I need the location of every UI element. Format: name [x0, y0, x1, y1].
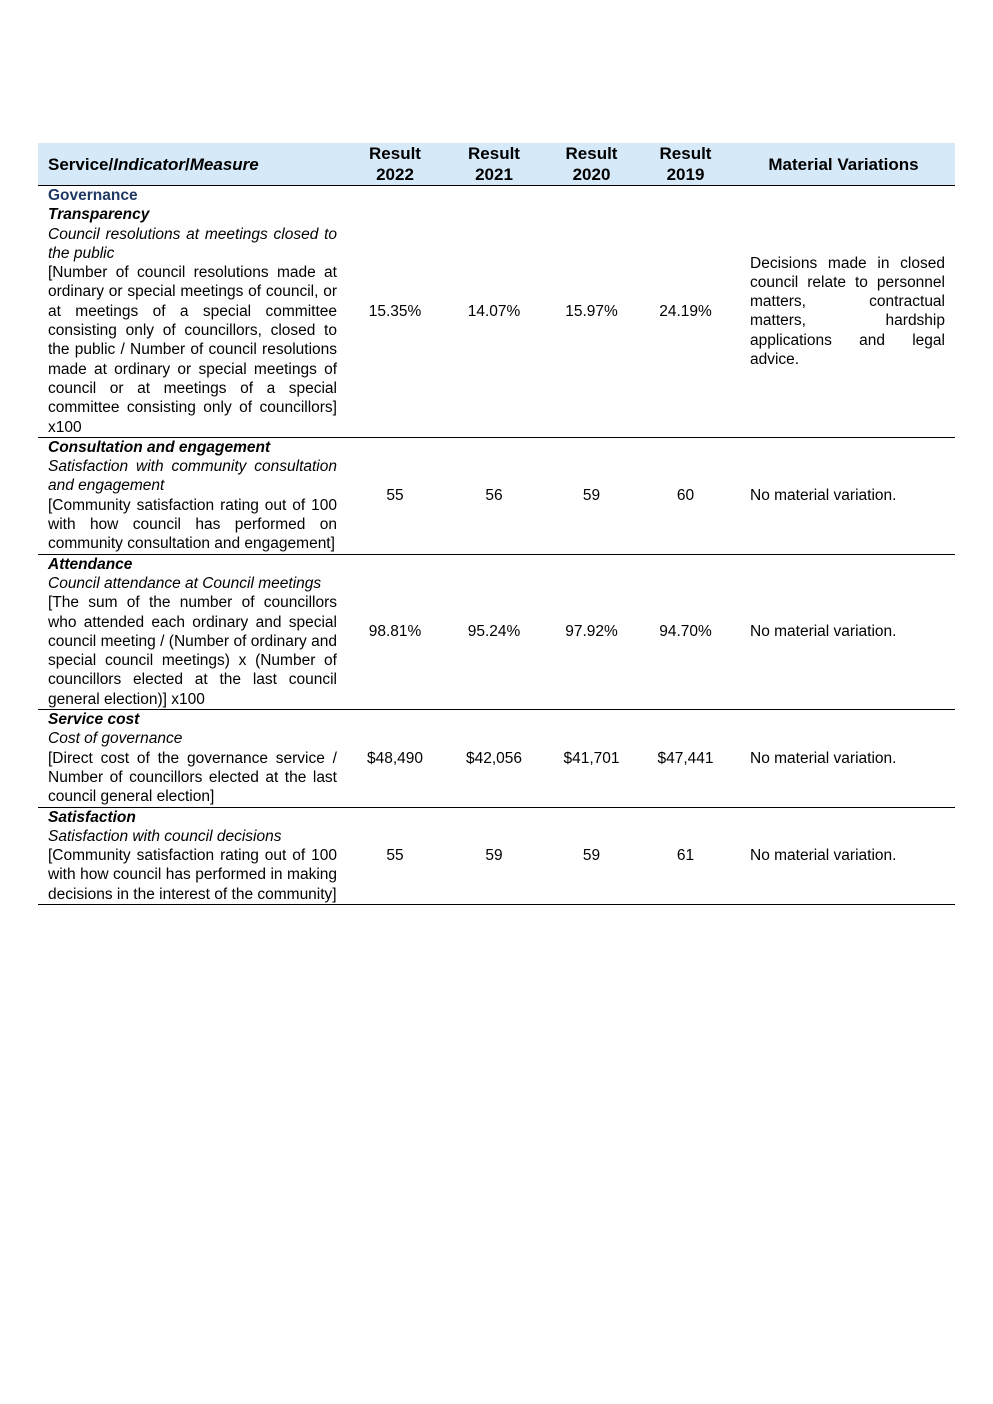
measure-cell [38, 710, 346, 807]
result-2020: 59 [544, 807, 639, 904]
measure-formula: [Community satisfaction rating out of 100 with how council has performed in making decisions in the interest of the community] [48, 847, 337, 903]
header-result-2021: Result 2021 [444, 143, 544, 186]
result-2019: 94.70% [639, 554, 732, 709]
measure-name: Satisfaction with community consultation and engagement [48, 458, 337, 495]
result-2022: 55 [346, 807, 444, 904]
indicator-name: Transparency [48, 206, 150, 224]
header-service-indicator-measure [38, 143, 346, 186]
measure-formula: [Direct cost of the governance service / Number of councillors elected at the last council general election] [48, 749, 337, 806]
result-2019: $47,441 [639, 710, 732, 807]
header-slash: / [185, 154, 190, 174]
result-2022: $48,490 [346, 710, 444, 807]
measure-cell [38, 437, 346, 554]
result-2019: 61 [639, 807, 732, 904]
result-2021: 59 [444, 807, 544, 904]
table-row [38, 554, 955, 709]
governance-indicators-table [38, 143, 955, 905]
result-2022: 98.81% [346, 554, 444, 709]
header-indicator-label: Indicator [113, 154, 186, 174]
indicator-name: Service cost [48, 711, 140, 729]
material-variation: Decisions made in closed council relate to personnel matters, contractual matters, hardship applications and legal advice. [732, 186, 955, 438]
result-2019: 60 [639, 437, 732, 554]
measure-cell [38, 554, 346, 709]
table-row [38, 437, 955, 554]
result-2020: 59 [544, 437, 639, 554]
result-2021: 95.24% [444, 554, 544, 709]
header-result-2019: Result 2019 [639, 143, 732, 186]
indicator-name: Satisfaction [48, 808, 136, 826]
material-variation: No material variation. [732, 710, 955, 807]
header-service-label: Service/ [48, 154, 114, 174]
header-result-2022: Result 2022 [346, 143, 444, 186]
table-row [38, 807, 955, 904]
table-row [38, 186, 955, 438]
result-2019: 24.19% [639, 186, 732, 438]
material-variation: No material variation. [732, 807, 955, 904]
table-row [38, 710, 955, 807]
header-result-2020: Result 2020 [544, 143, 639, 186]
measure-name: Council attendance at Council meetings [48, 574, 322, 592]
measure-name: Satisfaction with council decisions [48, 827, 282, 845]
result-2021: $42,056 [444, 710, 544, 807]
header-material-variations: Material Variations [732, 143, 955, 186]
header-measure-label: Measure [189, 154, 259, 174]
measure-cell [38, 807, 346, 904]
result-2020: $41,701 [544, 710, 639, 807]
result-2022: 15.35% [346, 186, 444, 438]
service-name: Governance [48, 187, 138, 204]
result-2022: 55 [346, 437, 444, 554]
measure-formula: [Community satisfaction rating out of 100 with how council has performed on community consultation and engagement] [48, 496, 337, 553]
material-variation: No material variation. [732, 554, 955, 709]
result-2021: 56 [444, 437, 544, 554]
measure-name: Cost of governance [48, 730, 183, 748]
result-2020: 97.92% [544, 554, 639, 709]
table-header-row [38, 143, 955, 186]
measure-name: Council resolutions at meetings closed to the public [48, 225, 337, 262]
result-2020: 15.97% [544, 186, 639, 438]
measure-formula: [Number of council resolutions made at ordinary or special meetings of council, or at meetings of a special committee consisting only of councillors, closed to the public / Number of council resolutions made at ordinary or special meetings of council or at meetings of a special committee consisting only of councillors] x100 [48, 264, 337, 436]
measure-formula: [The sum of the number of councillors who attended each ordinary and special council meeting / (Number of ordinary and special council meetings) x (Number of councillors elected at the last council general election)] x100 [48, 594, 337, 708]
indicator-name: Attendance [48, 555, 133, 573]
result-2021: 14.07% [444, 186, 544, 438]
indicator-name: Consultation and engagement [48, 438, 271, 456]
material-variation: No material variation. [732, 437, 955, 554]
measure-cell [38, 186, 346, 438]
